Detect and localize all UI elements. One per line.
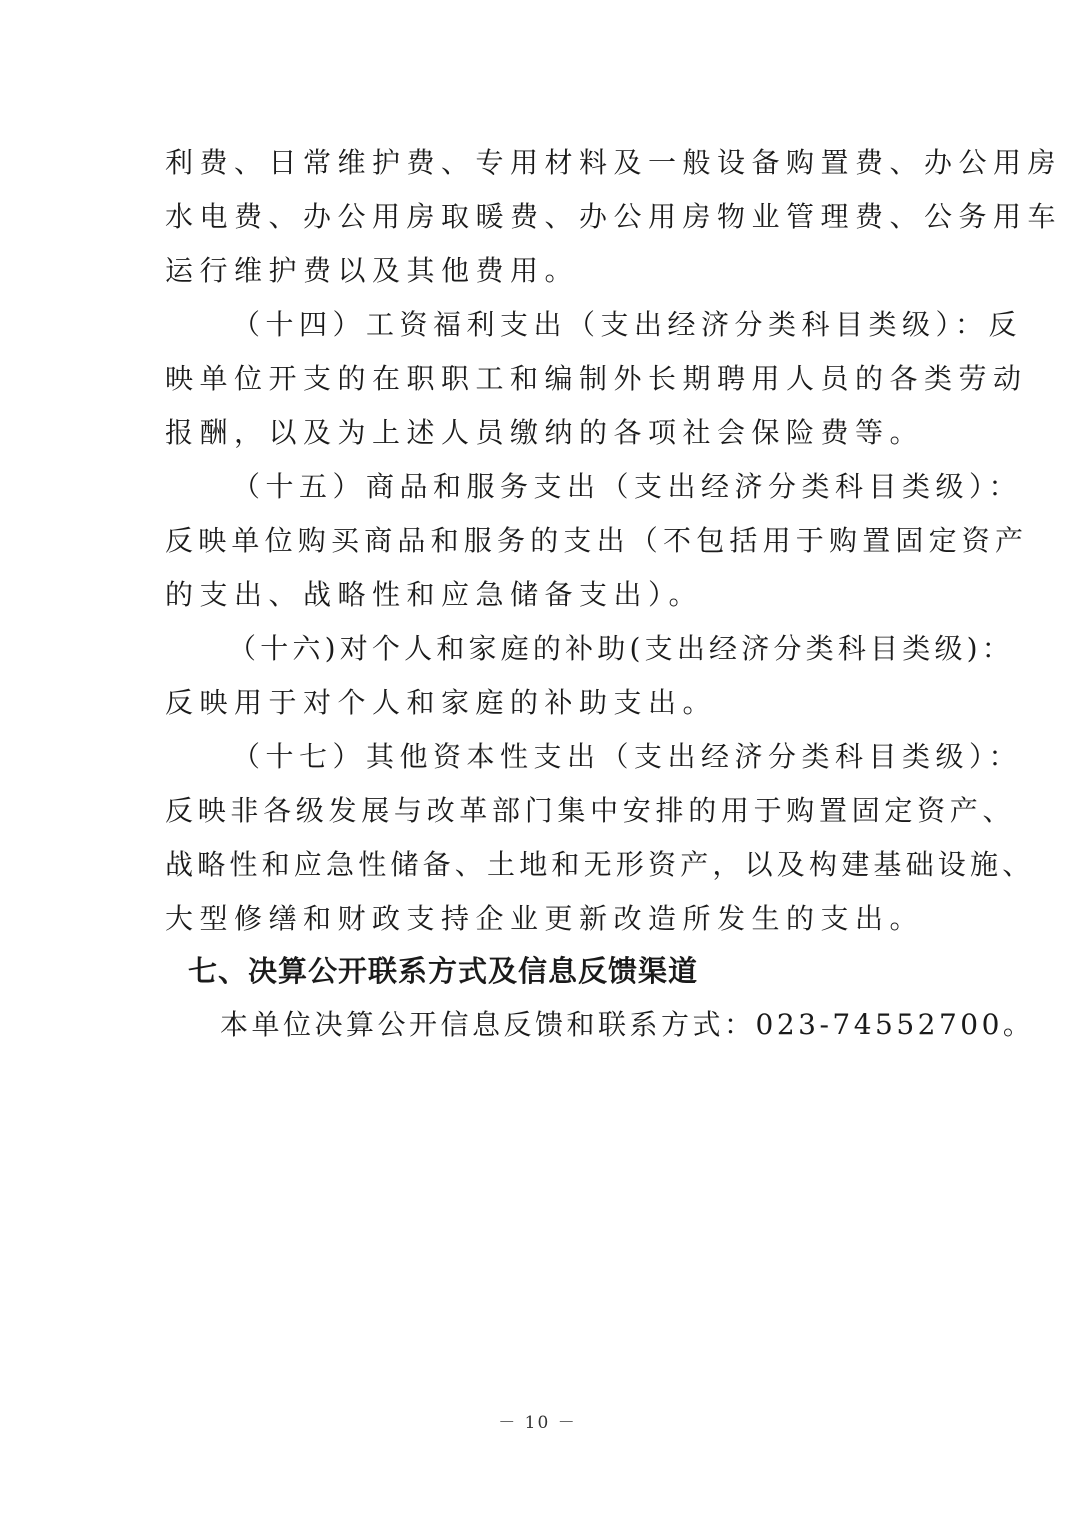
paragraph-line: 反映用于对个人和家庭的补助支出。 (165, 686, 718, 719)
paragraph-line: 大型修缮和财政支持企业更新改造所发生的支出。 (165, 902, 925, 935)
paragraph-line: 映单位开支的在职职工和编制外长期聘用人员的各类劳动 (165, 362, 1028, 395)
paragraph-line: （十六)对个人和家庭的补助(支出经济分类科目类级)： (228, 632, 1014, 665)
paragraph-line: （十四）工资福利支出（支出经济分类科目类级）：反 (232, 308, 1023, 341)
paragraph-line: 的支出、战略性和应急储备支出）。 (165, 578, 704, 611)
paragraph-line: 战略性和应急性储备、土地和无形资产，以及构建基础设施、 (165, 848, 1035, 881)
paragraph-line: 反映单位购买商品和服务的支出（不包括用于购置固定资产 (165, 524, 1029, 557)
contact-line: 本单位决算公开信息反馈和联系方式：023-74552700。 (220, 1008, 1035, 1041)
paragraph-line: （十七）其他资本性支出（支出经济分类科目类级）： (232, 740, 1023, 773)
paragraph-line: 报酬，以及为上述人员缴纳的各项社会保险费等。 (165, 416, 925, 449)
paragraph-line: 水电费、办公用房取暖费、办公用房物业管理费、公务用车 (165, 200, 1063, 233)
paragraph-line: （十五）商品和服务支出（支出经济分类科目类级）： (232, 470, 1023, 503)
section-heading: 七、决算公开联系方式及信息反馈渠道 (188, 954, 699, 988)
paragraph-line: 运行维护费以及其他费用。 (165, 254, 580, 287)
page-number: － 10 － (498, 1413, 577, 1433)
paragraph-line: 利费、日常维护费、专用材料及一般设备购置费、办公用房 (165, 146, 1063, 179)
paragraph-line: 反映非各级发展与改革部门集中安排的用于购置固定资产、 (165, 794, 1016, 827)
